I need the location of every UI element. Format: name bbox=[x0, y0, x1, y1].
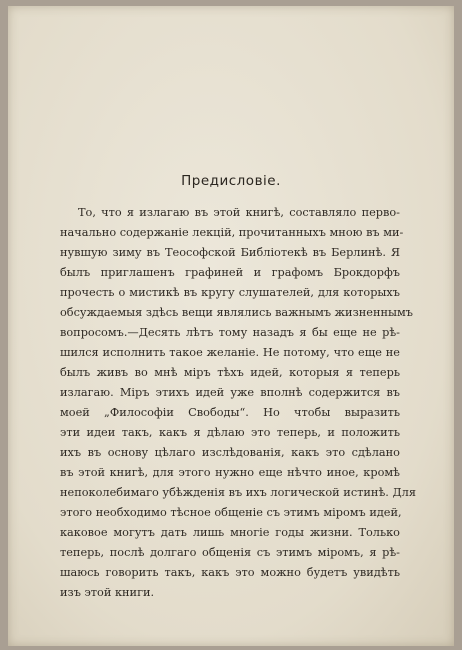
text-line: прочесть о мистикѣ въ кругу слушателей, для которыхъ bbox=[60, 286, 400, 299]
text-line: былъ приглашенъ графиней и графомъ Брокдорфъ bbox=[60, 266, 400, 279]
text-line: каковое могутъ дать лишь многіе годы жизни. Только bbox=[60, 526, 400, 539]
text-line: моей „Философіи Свободы“. Но чтобы выразить bbox=[60, 406, 400, 419]
text-line: непоколебимаго убѣжденія въ ихъ логической истинѣ. Для bbox=[60, 486, 416, 499]
text-line: вопросомъ.—Десять лѣтъ тому назадъ я бы еще не рѣ- bbox=[60, 326, 400, 339]
text-line: былъ живъ во мнѣ міръ тѣхъ идей, которыя я теперь bbox=[60, 366, 400, 379]
text-line: изъ этой книги. bbox=[60, 586, 155, 599]
text-line: шаюсь говорить такъ, какъ это можно будетъ увидѣть bbox=[60, 566, 400, 579]
text-line: теперь, послѣ долгаго общенія съ этимъ міромъ, я рѣ- bbox=[60, 546, 400, 559]
text-line: этого необходимо тѣсное общеніе съ этимъ міромъ идей, bbox=[60, 506, 402, 519]
text-line: въ этой книгѣ, для этого нужно еще нѣчто иное, кромѣ bbox=[60, 466, 400, 479]
text-line: нувшую зиму въ Теософской Библіотекѣ въ Берлинѣ. Я bbox=[60, 246, 400, 259]
text-line: То, что я излагаю въ этой книгѣ, составляло перво- bbox=[78, 206, 400, 219]
text-line: ихъ въ основу цѣлаго изслѣдованія, какъ это сдѣлано bbox=[60, 446, 400, 459]
text-line: шился исполнить такое желаніе. Не потому, что еще не bbox=[60, 346, 400, 359]
page-title: Предисловіе. bbox=[181, 173, 281, 189]
text-line: обсуждаемыя здѣсь вещи являлись важнымъ жизненнымъ bbox=[60, 306, 413, 319]
text-line: начально содержаніе лекцій, прочитанныхъ мною въ ми- bbox=[60, 226, 404, 239]
text-line: излагаю. Міръ этихъ идей уже вполнѣ содержится въ bbox=[60, 386, 400, 399]
text-line: эти идеи такъ, какъ я дѣлаю это теперь, и положить bbox=[60, 426, 400, 439]
